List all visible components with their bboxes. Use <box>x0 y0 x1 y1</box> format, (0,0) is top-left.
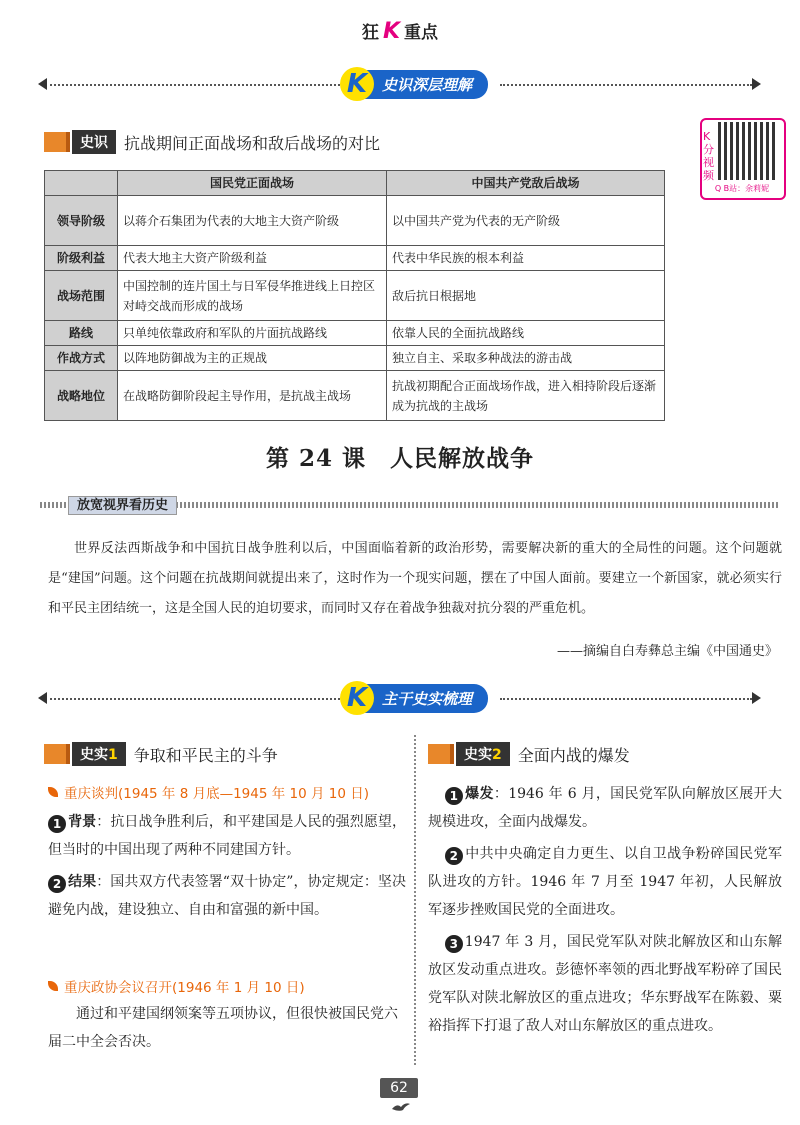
section-tag: 史实1 <box>72 742 126 766</box>
row-label: 路线 <box>45 321 118 346</box>
subheading-text: 重庆谈判(1945 年 8 月底—1945 年 10 月 10 日) <box>64 786 370 802</box>
comparison-table <box>44 170 665 421</box>
keyword: 背景 <box>68 814 97 830</box>
point-paragraph <box>428 780 782 836</box>
table-header-cell: 中国共产党敌后战场 <box>387 171 665 196</box>
number-badge-icon: 2 <box>48 875 66 893</box>
section-tag: 史识 <box>72 130 116 154</box>
row-label: 战略地位 <box>45 371 118 421</box>
qr-code-icon[interactable] <box>718 122 776 180</box>
k-logo-icon: K <box>340 681 374 715</box>
qr-caption: Q B站：余莉妮 <box>714 184 770 193</box>
bird-icon <box>391 1101 411 1117</box>
right-arrow-icon <box>752 692 761 704</box>
book-brand-header <box>0 18 800 44</box>
section-title: 争取和平民主的斗争 <box>133 745 278 765</box>
subheading <box>48 976 305 996</box>
brand-text: 狂 <box>361 23 379 43</box>
row-label: 作战方式 <box>45 346 118 371</box>
band-label: 放宽视界看历史 <box>68 496 177 515</box>
column-divider <box>414 735 416 1065</box>
point-text: 中共中央确定自力更生、以自卫战争粉碎国民党军队进攻的方针。1946 年 7 月至 1947 年初，人民解放军逐步挫败国民党的全面进攻。 <box>428 846 782 918</box>
keyword: 爆发 <box>464 786 494 802</box>
point-text: 1947 年 3 月，国民党军队对陕北解放区和山东解放区发动重点进攻。彭德怀率领的西北野战军粉碎了国民党军队对陕北解放区的重点进攻；华东野战军在陈毅、粟裕指挥下打退了敌人对山东解放区的重点进攻。 <box>428 934 782 1034</box>
book-icon <box>44 744 70 764</box>
quote-source: ——摘编自白寿彝总主编《中国通史》 <box>556 644 778 659</box>
subheading <box>48 782 369 802</box>
left-arrow-icon <box>38 78 47 90</box>
table-header-row <box>45 171 665 196</box>
table-cell: 以中国共产党为代表的无产阶级 <box>387 196 665 246</box>
point-paragraph <box>428 840 782 924</box>
point-text: 通过和平建国纲领案等五项协议，但很快被国民党六届二中全会否决。 <box>48 1006 398 1050</box>
table-row <box>45 371 665 421</box>
table-cell: 敌后抗日根据地 <box>387 271 665 321</box>
table-cell: 以阵地防御战为主的正规战 <box>118 346 387 371</box>
table-row <box>45 271 665 321</box>
number-badge-icon: 2 <box>445 847 463 865</box>
table-cell: 依靠人民的全面抗战路线 <box>387 321 665 346</box>
table-row <box>45 196 665 246</box>
widen-view-band <box>40 496 780 512</box>
keyword: 结果 <box>68 874 97 890</box>
row-label: 阶级利益 <box>45 246 118 271</box>
divider <box>50 84 340 86</box>
qr-side-label: K分视频 <box>703 130 714 182</box>
subheading-text: 重庆政协会议召开(1946 年 1 月 10 日) <box>64 980 305 996</box>
point-paragraph <box>48 808 406 864</box>
number-badge-icon: 1 <box>48 815 66 833</box>
table-cell: 代表大地主大资产阶级利益 <box>118 246 387 271</box>
point-paragraph <box>428 928 782 1040</box>
table-row <box>45 321 665 346</box>
badge-label: 主干史实梳理 <box>362 684 488 713</box>
left-column-body <box>48 808 406 924</box>
lesson-title: 第 24 课 人民解放战争 <box>265 445 535 472</box>
section-heading <box>44 742 278 766</box>
section-badge <box>340 68 488 100</box>
section-badge <box>340 682 488 714</box>
section-heading <box>44 130 380 154</box>
row-label: 战场范围 <box>45 271 118 321</box>
leaf-icon <box>48 981 58 991</box>
table-cell: 只单纯依靠政府和军队的片面抗战路线 <box>118 321 387 346</box>
brand-k-logo: K <box>382 19 401 44</box>
point-text: ：1946 年 6 月，国民党军队向解放区展开大规模进攻，全面内战爆发。 <box>428 786 782 830</box>
table-cell: 独立自主、采取多种战法的游击战 <box>387 346 665 371</box>
table-row <box>45 246 665 271</box>
badge-label: 史识深层理解 <box>362 70 488 99</box>
left-arrow-icon <box>38 692 47 704</box>
k-logo-icon: K <box>340 67 374 101</box>
number-badge-icon: 3 <box>445 935 463 953</box>
point-text: ：国共双方代表签署“双十协定”，协定规定：坚决避免内战，建设独立、自由和富强的新中国。 <box>48 874 406 918</box>
divider <box>50 698 340 700</box>
book-icon <box>44 132 70 152</box>
section-title: 抗战期间正面战场和敌后战场的对比 <box>124 133 381 153</box>
number-badge-icon: 1 <box>445 787 463 805</box>
brand-text: 重点 <box>404 23 439 43</box>
table-cell: 中国控制的连片国土与日军侵华推进线上日控区对峙交战而形成的战场 <box>118 271 387 321</box>
row-label: 领导阶级 <box>45 196 118 246</box>
table-header-cell <box>45 171 118 196</box>
table-cell: 在战略防御阶段起主导作用，是抗战主战场 <box>118 371 387 421</box>
section-heading <box>428 742 630 766</box>
right-arrow-icon <box>752 78 761 90</box>
point-text: ：抗日战争胜利后，和平建国是人民的强烈愿望，但当时的中国出现了两种不同建国方针。 <box>48 814 406 858</box>
divider <box>500 84 752 86</box>
section-tag: 史实2 <box>456 742 510 766</box>
right-column-body <box>428 780 782 1040</box>
table-header-cell: 国民党正面战场 <box>118 171 387 196</box>
intro-paragraph: 世界反法西斯战争和中国抗日战争胜利以后，中国面临着新的政治形势，需要解决新的重大的全局性的问题。这个问题就是“建国”问题。这个问题在抗战期间就提出来了，这时作为一个现实问题，摆在了中国人面前。要建立一个新国家，就必须实行和平民主团结统一，这是全国人民的迫切要求，而同时又存在着战争独裁对抗分裂的严重危机。 <box>48 541 782 616</box>
point-paragraph <box>48 868 406 924</box>
leaf-icon <box>48 787 58 797</box>
section-title: 全面内战的爆发 <box>517 745 630 765</box>
table-cell: 以蒋介石集团为代表的大地主大资产阶级 <box>118 196 387 246</box>
page-number: 62 <box>380 1078 418 1098</box>
table-row <box>45 346 665 371</box>
table-cell: 抗战初期配合正面战场作战，进入相持阶段后逐渐成为抗战的主战场 <box>387 371 665 421</box>
divider <box>500 698 752 700</box>
book-icon <box>428 744 454 764</box>
table-cell: 代表中华民族的根本利益 <box>387 246 665 271</box>
